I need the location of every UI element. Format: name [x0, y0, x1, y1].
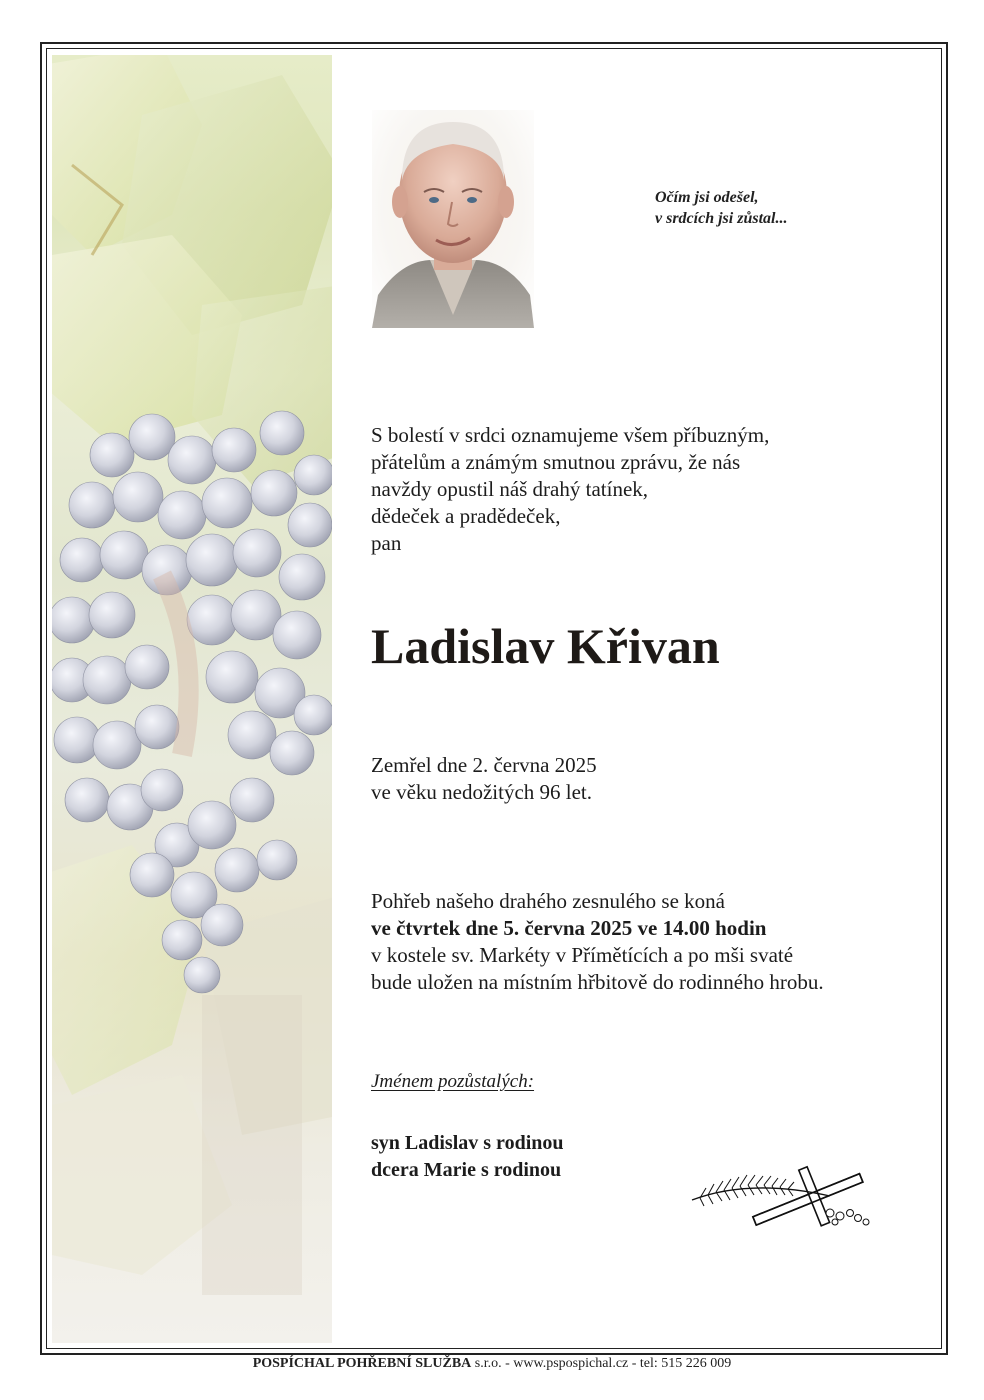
funeral-details [371, 888, 911, 996]
announcement-line: přátelům a známým smutnou zprávu, že nás [371, 450, 741, 474]
announcement-line: pan [371, 531, 402, 555]
motto-line: v srdcích jsi zůstal... [655, 210, 788, 227]
announcement-line: dědeček a pradědeček, [371, 504, 561, 528]
funeral-service-name: POSPÍCHAL POHŘEBNÍ SLUŽBA [252, 1356, 472, 1371]
death-details [371, 752, 891, 806]
motto-line: Očím jsi odešel, [655, 189, 759, 206]
funeral-line: v kostele sv. Markéty v Přímětících a po mši svaté [371, 943, 794, 967]
announcement-line: S bolestí v srdci oznamujeme všem příbuzným, [371, 423, 770, 447]
funeral-line: bude uložen na místním hřbitově do rodinného hrobu. [371, 970, 824, 994]
funeral-service-contact: s.r.o. - www.pspospichal.cz - tel: 515 226 009 [471, 1356, 732, 1371]
funeral-datetime: ve čtvrtek dne 5. června 2025 ve 14.00 hodin [371, 916, 767, 940]
mourner-item: dcera Marie s rodinou [371, 1159, 562, 1181]
footer-contact [0, 1354, 984, 1374]
cross-with-palm-icon [690, 1158, 875, 1238]
portrait-photo [372, 110, 534, 328]
death-age: ve věku nedožitých 96 let. [371, 780, 593, 804]
announcement-line: navždy opustil náš drahý tatínek, [371, 477, 649, 501]
funeral-line: Pohřeb našeho drahého zesnulého se koná [371, 889, 725, 913]
mourner-item: syn Ladislav s rodinou [371, 1132, 564, 1154]
announcement-text [371, 422, 891, 557]
motto [655, 187, 895, 229]
behalf-label: Jménem pozůstalých: [371, 1071, 535, 1092]
deceased-name: Ladislav Křivan [371, 618, 720, 674]
grapes-vine-image [52, 55, 332, 1343]
death-date: Zemřel dne 2. června 2025 [371, 753, 597, 777]
